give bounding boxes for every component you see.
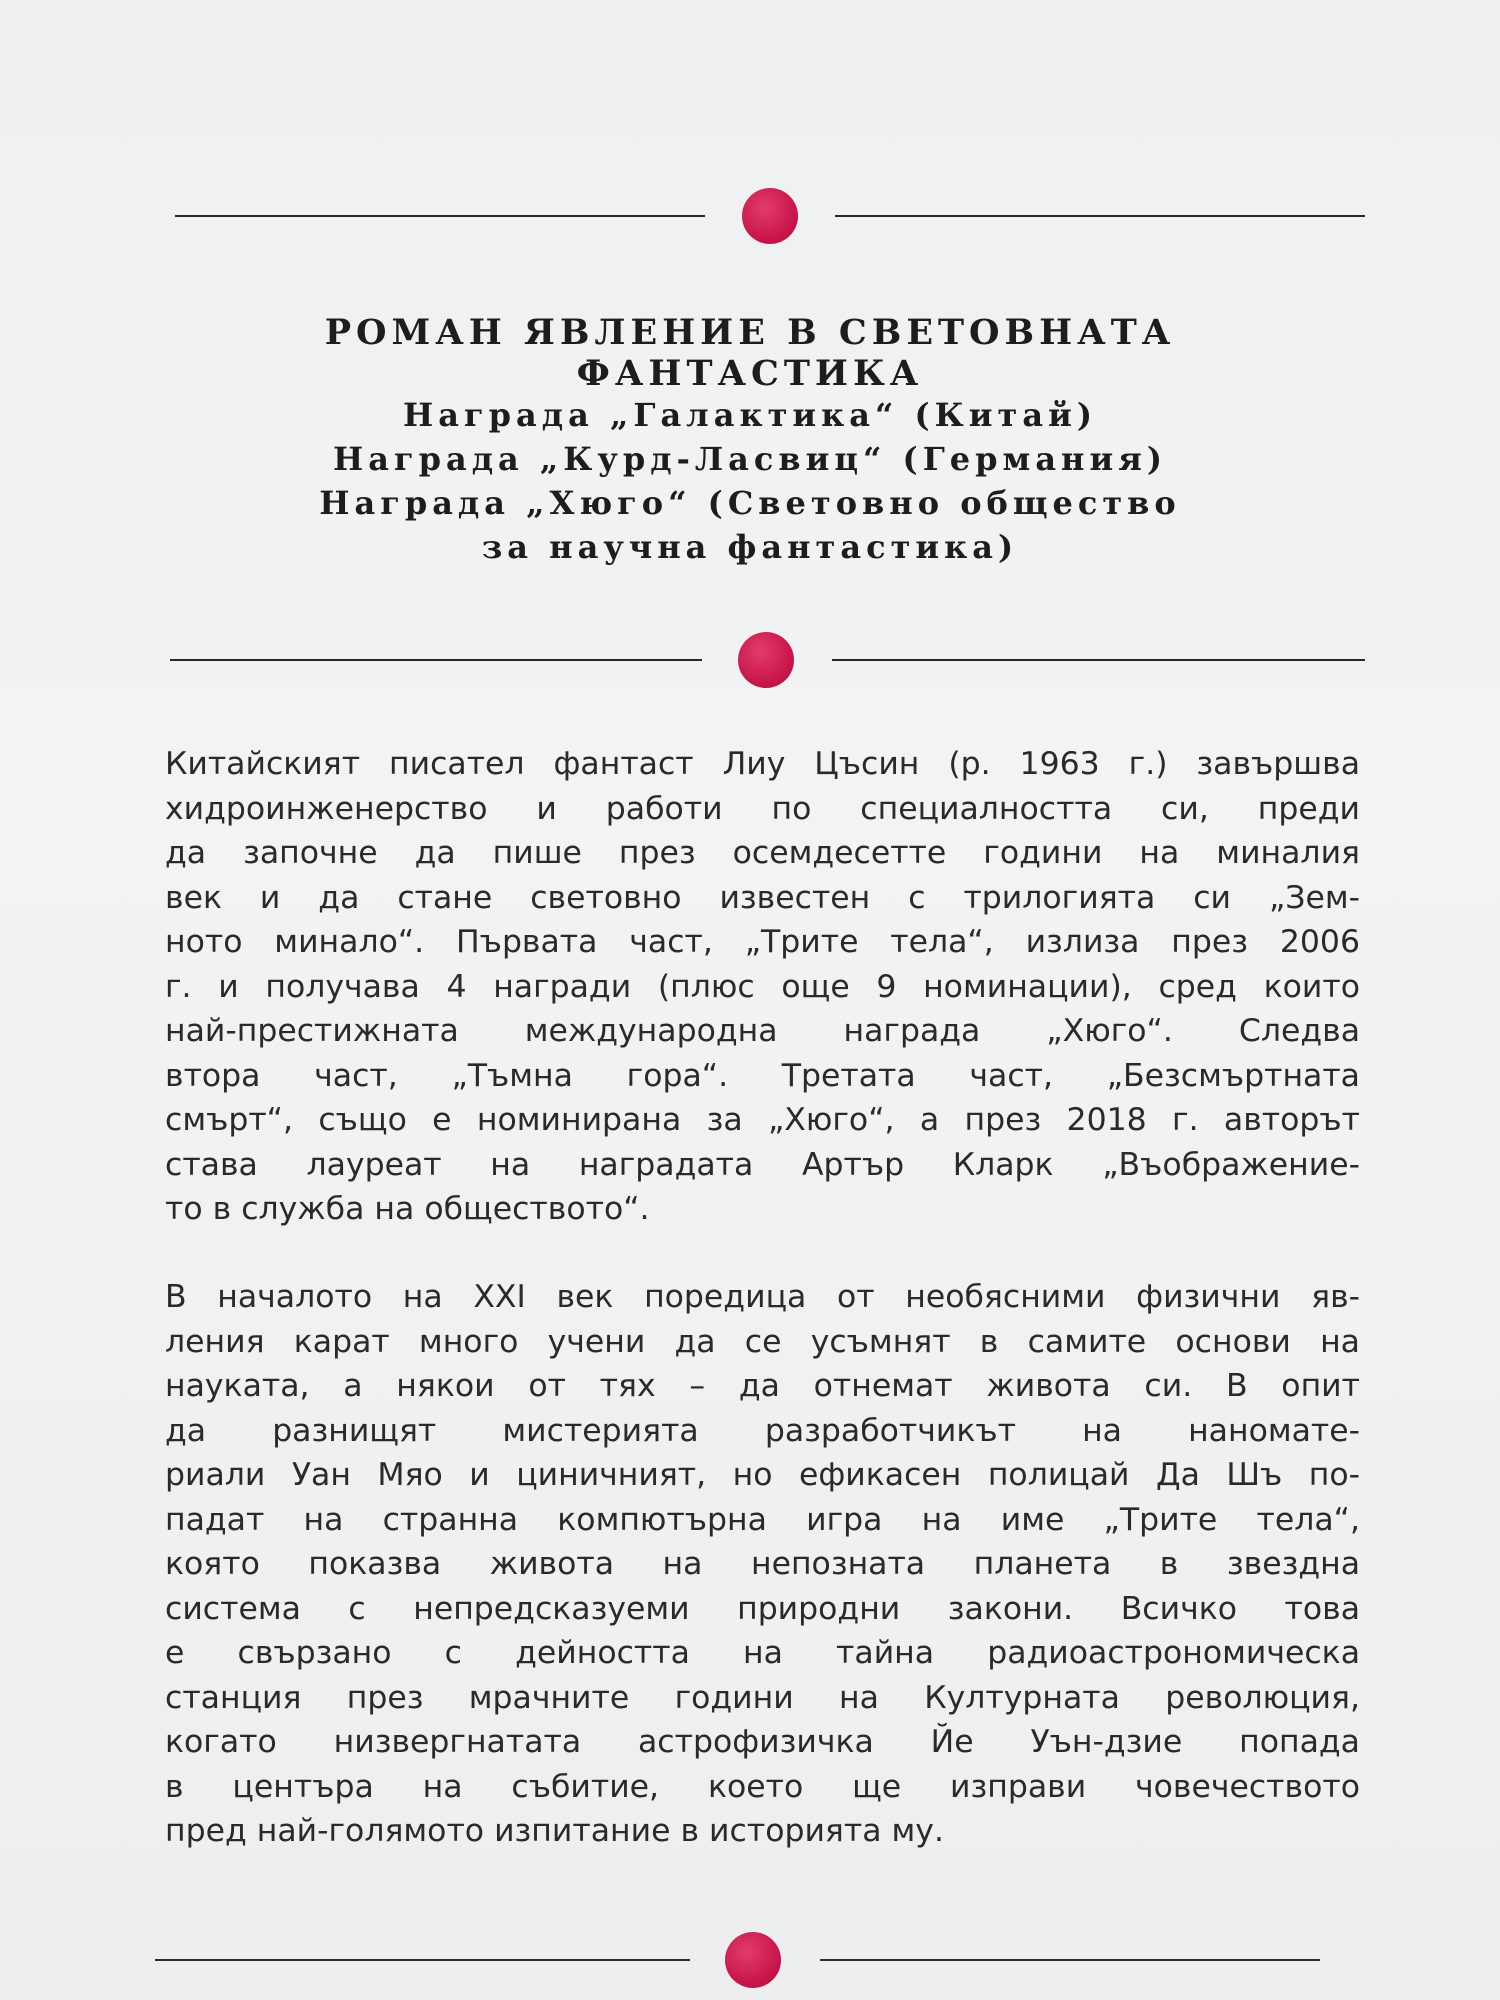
awards-list: [150, 393, 1350, 569]
award-line: Награда „Галактика“ (Китай): [403, 396, 1097, 434]
text-line: то в служба на обществото“.: [165, 1191, 650, 1227]
divider-bottom: [155, 1930, 1320, 1990]
text-line: падат на странна компютърна игра на име „Трите тела“,: [165, 1501, 1360, 1538]
divider-top: [175, 186, 1365, 246]
text-line: науката, а някои от тях – да отнемат живота си. В опит: [165, 1368, 1360, 1404]
text-line: най-престижната международна награда „Хюго“. Следва: [165, 1013, 1360, 1049]
red-dot-ornament: [725, 1932, 781, 1988]
text-line: Китайският писател фантаст Лиу Цъсин (р. 1963 г.) завършва: [165, 746, 1360, 782]
text-line: когато низвергнатата астрофизичка Йе Уън-дзие попада: [165, 1724, 1360, 1760]
text-line: втора част, „Тъмна гора“. Третата част, „Безсмъртната: [165, 1057, 1360, 1094]
red-dot-ornament: [738, 632, 794, 688]
text-line: ления карат много учени да се усъмнят в самите основи на: [165, 1323, 1360, 1360]
text-line: В началото на XXI век поредица от необясними физични яв-: [165, 1279, 1360, 1315]
text-line: да разнищят мистерията разработчикът на наномате-: [165, 1412, 1360, 1449]
text-line: в центъра на събитие, което ще изправи човечеството: [165, 1768, 1360, 1805]
red-dot-ornament: [742, 188, 798, 244]
text-line: е свързано с дейността на тайна радиоастрономическа: [165, 1635, 1360, 1671]
plot-summary-paragraph: [165, 1275, 1360, 1854]
divider-middle: [170, 630, 1365, 690]
divider-line-right: [832, 659, 1365, 661]
text-line: да започне да пише през осемдесетте години на миналия: [165, 835, 1360, 871]
text-line: която показва живота на непозната планета в звездна: [165, 1546, 1360, 1582]
divider-line-right: [835, 215, 1365, 217]
author-bio-paragraph: [165, 742, 1360, 1232]
text-line: век и да стане световно известен с трилогията си „Зем-: [165, 879, 1360, 916]
divider-line-right: [820, 1959, 1320, 1961]
divider-line-left: [175, 215, 705, 217]
text-line: станция през мрачните години на Културната революция,: [165, 1679, 1360, 1716]
headline: РОМАН ЯВЛЕНИЕ В СВЕТОВНАТА ФАНТАСТИКА: [324, 312, 1176, 394]
text-line: смърт“, също е номинирана за „Хюго“, а през 2018 г. авторът: [165, 1102, 1360, 1138]
divider-line-left: [155, 1959, 690, 1961]
award-line: Награда „Хюго“ (Световно общество: [319, 484, 1181, 522]
award-line: за научна фантастика): [481, 528, 1019, 566]
text-line: пред най-голямото изпитание в историята му.: [165, 1813, 944, 1849]
text-line: г. и получава 4 награди (плюс още 9 номинации), сред които: [165, 968, 1360, 1005]
text-line: риали Уан Мяо и циничният, но ефикасен полицай Да Шъ по-: [165, 1457, 1360, 1493]
award-line: Награда „Курд-Ласвиц“ (Германия): [333, 440, 1167, 478]
text-line: ното минало“. Първата част, „Трите тела“, излиза през 2006: [165, 924, 1360, 960]
divider-line-left: [170, 659, 702, 661]
text-line: хидроинженерство и работи по специалността си, преди: [165, 790, 1360, 827]
text-line: система с непредсказуеми природни закони. Всичко това: [165, 1590, 1360, 1627]
text-line: става лауреат на наградата Артър Кларк „Въображение-: [165, 1146, 1360, 1183]
